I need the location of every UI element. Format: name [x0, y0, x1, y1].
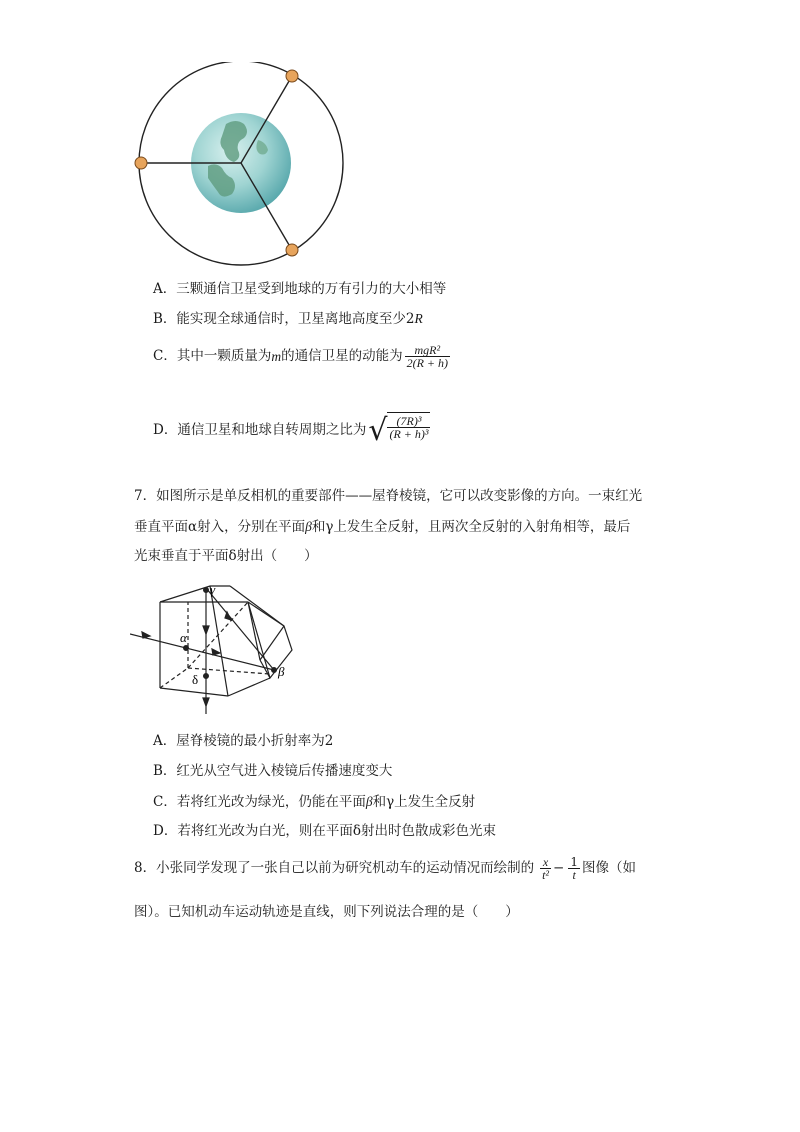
satellite-icon — [286, 244, 298, 256]
q6-option-b-text: B．能实现全球通信时，卫星离地高度至少 — [153, 311, 406, 327]
q6-option-c[interactable] — [153, 344, 450, 369]
q7-stem-beta: β — [305, 519, 312, 534]
label-beta: β — [278, 664, 285, 679]
q6-option-d-denominator: (R + h)³ — [389, 427, 429, 441]
q6-option-c-denominator: 2(R + h) — [406, 356, 449, 370]
label-alpha: α — [180, 630, 187, 645]
q7-stem-line3: 光束垂直于平面δ射出（ ） — [134, 548, 318, 564]
q6-option-d-text: D．通信卫星和地球自转周期之比为 — [153, 422, 367, 439]
label-delta: δ — [192, 672, 199, 687]
q6-option-c-numerator: mgR² — [405, 344, 450, 357]
q6-option-c-fraction — [405, 344, 450, 369]
q7-option-c-text-a: C．若将红光改为绿光，仍能在平面 — [153, 794, 366, 810]
q8-stem-line1 — [134, 856, 636, 881]
q6-option-b-value: 2 — [405, 311, 415, 327]
q8-stem-line2: 图）。已知机动车运动轨迹是直线，则下列说法合理的是（ ） — [134, 904, 519, 920]
q7-option-b-text: B．红光从空气进入棱镜后传播速度变大 — [153, 763, 393, 779]
q8-stem-line1-a: 8．小张同学发现了一张自己以前为研究机动车的运动情况而绘制的 — [134, 859, 535, 876]
q7-stem-line2 — [134, 520, 630, 535]
q6-option-d[interactable] — [153, 412, 430, 450]
q7-option-d-text: D．若将红光改为白光，则在平面δ射出时色散成彩色光束 — [153, 823, 496, 839]
satellite-icon — [135, 157, 147, 169]
q7-option-c-text-b: 和γ上发生全反射 — [372, 794, 476, 810]
q7-option-d[interactable] — [153, 825, 496, 839]
roof-prism-figure — [130, 578, 310, 718]
earth-satellite-figure — [130, 62, 360, 266]
q7-option-a-text: A．屋脊棱镜的最小折射率为2 — [153, 733, 334, 749]
q7-stem-line2-b: 和γ上发生全反射，且两次全反射的入射角相等，最后 — [311, 519, 631, 535]
q7-option-b[interactable] — [153, 765, 392, 779]
q8-frac1-numerator: x — [540, 856, 551, 869]
q6-option-d-sqrt — [368, 412, 430, 450]
q6-option-c-text2: 的通信卫星的动能为 — [281, 347, 403, 364]
q8-frac2-denominator: t — [572, 868, 576, 882]
satellite-icon — [286, 70, 298, 82]
q8-minus-sign: − — [553, 859, 565, 876]
q8-fraction-x-over-t2 — [540, 856, 551, 881]
q6-option-b[interactable] — [153, 312, 423, 327]
q6-option-d-fraction — [387, 412, 430, 450]
q7-stem-line1: 7．如图所示是单反相机的重要部件——屋脊棱镜，它可以改变影像的方向。一束红光 — [134, 488, 643, 504]
q6-option-c-text: C．其中一颗质量为 — [153, 347, 272, 364]
q6-option-b-var: R — [414, 311, 423, 326]
q7-option-c[interactable] — [153, 795, 475, 810]
q7-option-a[interactable] — [153, 735, 333, 749]
q6-option-d-numerator: (7R)³ — [387, 415, 430, 428]
sqrt-icon: √ — [368, 413, 388, 448]
q8-fraction-1-over-t — [568, 856, 580, 881]
q6-option-c-var: m — [271, 348, 282, 364]
q6-option-a-text: A．三颗通信卫星受到地球的万有引力的大小相等 — [153, 281, 447, 297]
q8-frac1-denominator: t² — [542, 868, 550, 882]
q8-frac2-numerator: 1 — [570, 855, 578, 869]
q7-option-c-beta: β — [365, 794, 373, 809]
label-gamma: γ — [210, 582, 216, 597]
q6-option-a[interactable] — [153, 283, 446, 297]
q7-stem-line2-a: 垂直平面α射入，分别在平面 — [134, 519, 306, 535]
q8-stem-line1-b: 图像（如 — [581, 859, 636, 876]
